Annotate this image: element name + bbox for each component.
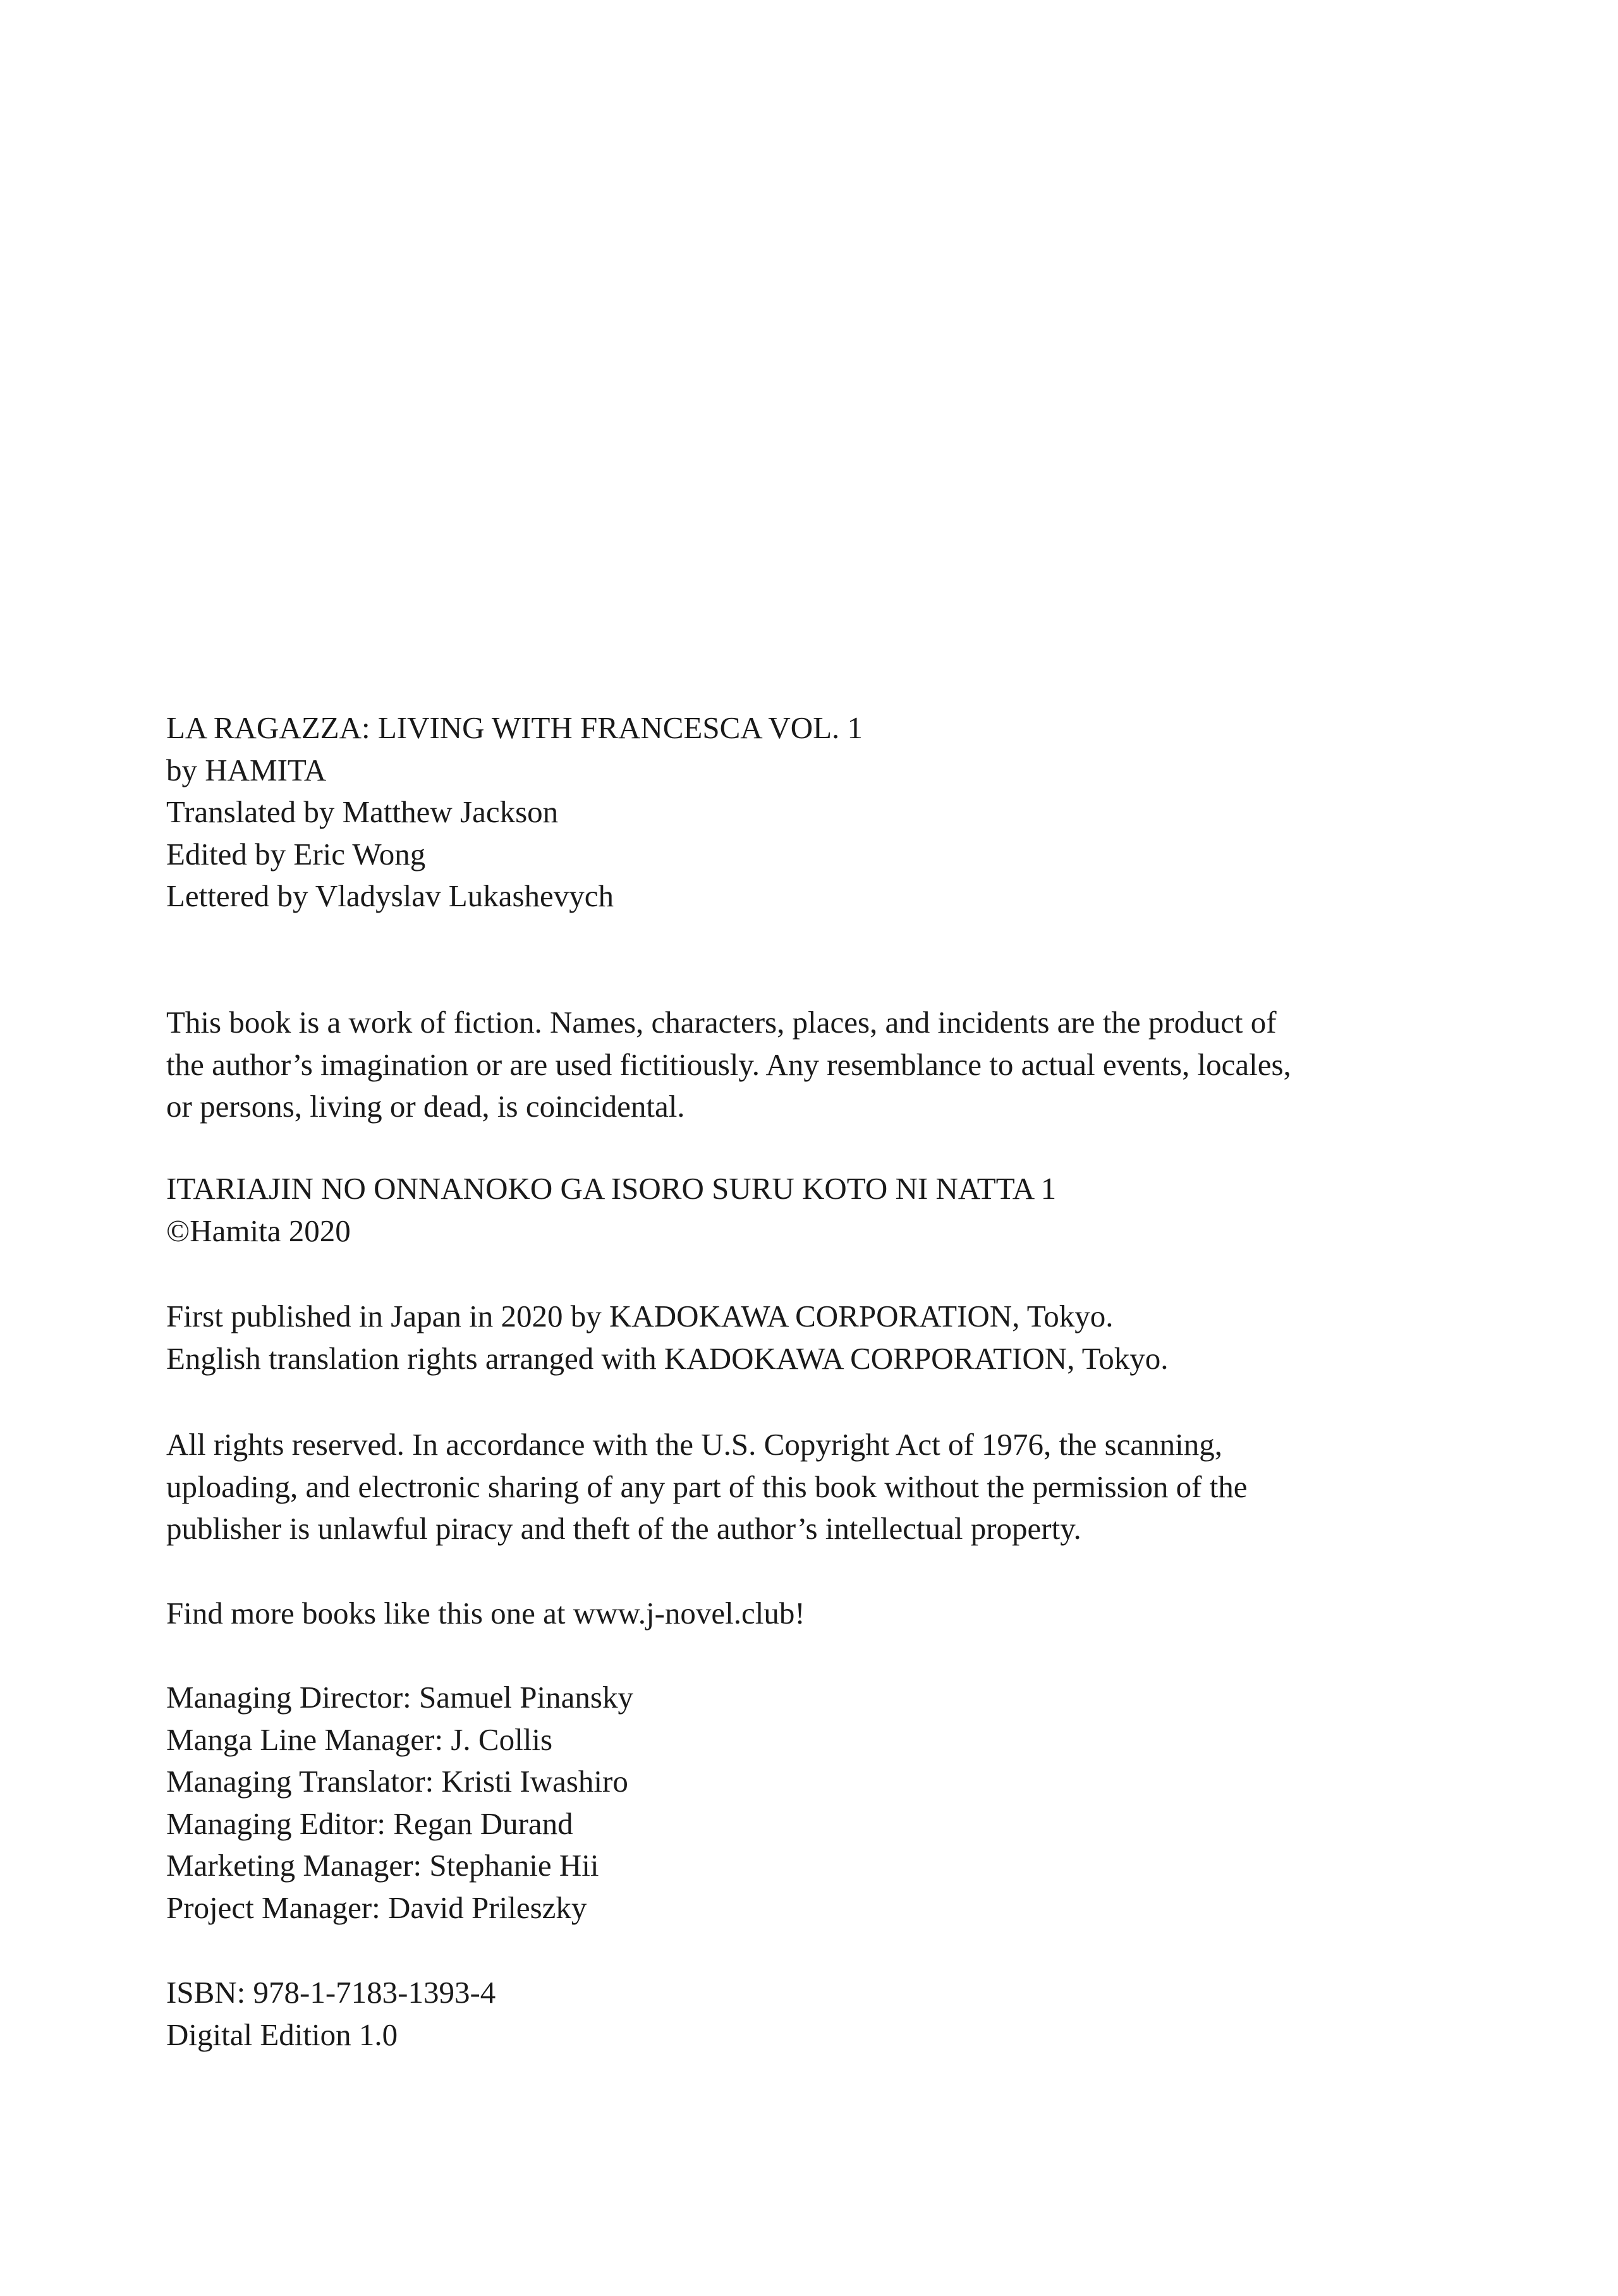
publication-line: First published in Japan in 2020 by KADOKAWA CORPORATION, Tokyo. xyxy=(166,1299,1114,1333)
website-line: Find more books like this one at www.j-novel.club! xyxy=(166,1596,805,1631)
original-line: ITARIAJIN NO ONNANOKO GA ISORO SURU KOTO NI NATTA 1 xyxy=(166,1171,1057,1206)
credits-line: Lettered by Vladyslav Lukashevych xyxy=(166,878,614,913)
original-title-block xyxy=(166,1168,1056,1252)
edition-line: ISBN: 978-1-7183-1393-4 xyxy=(166,1975,496,2010)
disclaimer-line: This book is a work of fiction. Names, characters, places, and incidents are the product of xyxy=(166,1005,1277,1040)
credits-line: Translated by Matthew Jackson xyxy=(166,794,559,829)
staff-line: Project Manager: David Prileszky xyxy=(166,1890,587,1925)
credits-line: Edited by Eric Wong xyxy=(166,836,426,872)
publication-block xyxy=(166,1296,1169,1380)
staff-line: Managing Director: Samuel Pinansky xyxy=(166,1680,633,1715)
staff-line: Managing Editor: Regan Durand xyxy=(166,1806,573,1841)
rights-block xyxy=(166,1424,1248,1550)
staff-line: Marketing Manager: Stephanie Hii xyxy=(166,1848,599,1883)
staff-block xyxy=(166,1677,633,1929)
credits-line: LA RAGAZZA: LIVING WITH FRANCESCA VOL. 1 xyxy=(166,710,863,745)
credits-line: by HAMITA xyxy=(166,752,327,787)
rights-line: uploading, and electronic sharing of any part of this book without the permission of the xyxy=(166,1469,1248,1504)
disclaimer-line: or persons, living or dead, is coincidental. xyxy=(166,1089,685,1124)
staff-line: Manga Line Manager: J. Collis xyxy=(166,1722,553,1757)
credits-block xyxy=(166,707,863,918)
website-block xyxy=(166,1593,805,1635)
disclaimer-line: the author’s imagination or are used fictitiously. Any resemblance to actual events, locales, xyxy=(166,1047,1291,1082)
rights-line: publisher is unlawful piracy and theft of the author’s intellectual property. xyxy=(166,1511,1081,1546)
edition-line: Digital Edition 1.0 xyxy=(166,2017,398,2052)
publication-line: English translation rights arranged with KADOKAWA CORPORATION, Tokyo. xyxy=(166,1340,1169,1376)
disclaimer-block xyxy=(166,1002,1291,1128)
staff-line: Managing Translator: Kristi Iwashiro xyxy=(166,1764,628,1799)
rights-line: All rights reserved. In accordance with the U.S. Copyright Act of 1976, the scanning, xyxy=(166,1427,1223,1462)
edition-block xyxy=(166,1972,496,2056)
original-line: ©Hamita 2020 xyxy=(166,1213,351,1248)
